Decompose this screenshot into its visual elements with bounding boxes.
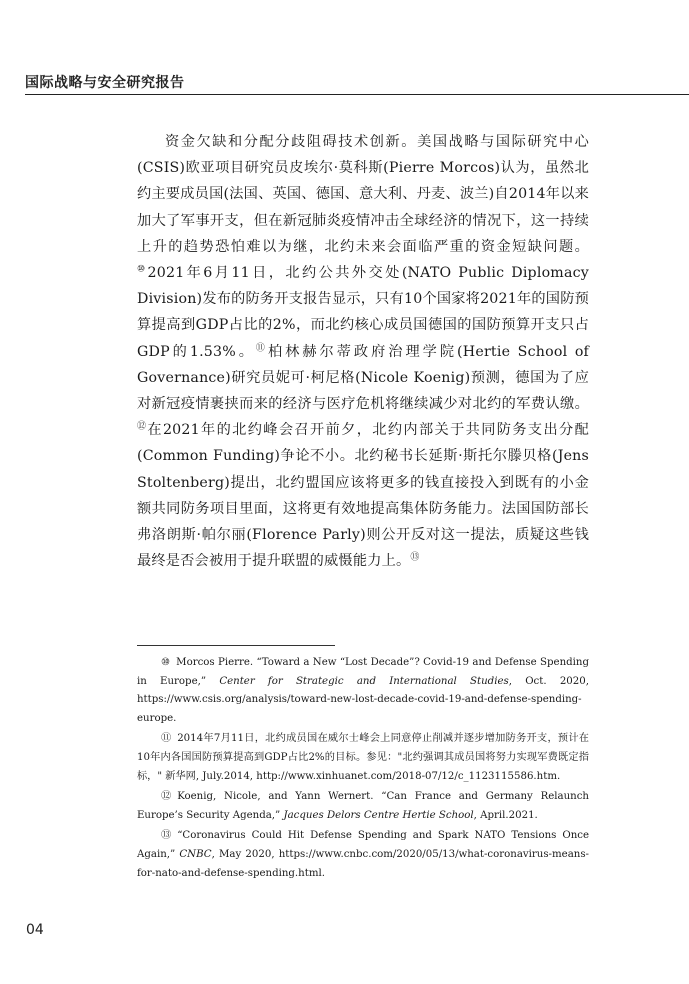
footnote-text: Morcos Pierre. “Toward a New “Lost Decade”? Covid-19 and Defense Spending in Europe,” bbox=[137, 657, 589, 687]
page-number: 04 bbox=[26, 922, 44, 938]
body-text-segment: 柏林赫尔蒂政府治理学院(Hertie School of Governance)研究员妮可·柯尼格(Nicole Koenig)预测，德国为了应对新冠疫情裹挟而来的经济与医疗危机将继续减少对北约的军费认缴。 bbox=[137, 343, 590, 413]
footnote-text: “Coronavirus Could Hit Defense Spending and Spark NATO Tensions Once Again,” bbox=[137, 830, 589, 860]
footnote-source: Center for Strategic and International Studies bbox=[219, 675, 509, 687]
body-text-segment: 2021年6月11日，北约公共外交处(NATO Public Diplomacy Division)发布的防务开支报告显示，只有10个国家将2021年的国防预算提高到GDP占比的2%，而北约核心成员国德国的国防预算开支只占GDP的1.53%。 bbox=[137, 265, 589, 360]
footnote-source: Jacques Delors Centre Hertie School bbox=[283, 809, 474, 821]
footnote-ref[interactable]: ⑪ bbox=[255, 342, 268, 353]
footnotes bbox=[137, 654, 589, 885]
header-divider bbox=[25, 94, 689, 95]
footnote bbox=[137, 788, 589, 825]
footnote-text: , May 2020, https://www.cnbc.com/2020/05/13/what-coronavirus-means-for-nato-and-defense-spending.html. bbox=[137, 848, 589, 879]
footnote-marker: ⑪ bbox=[161, 733, 172, 745]
running-header bbox=[0, 64, 689, 94]
footnote-ref[interactable]: ⑫ bbox=[137, 421, 148, 432]
footnote-marker: ⑩ bbox=[161, 657, 171, 668]
footnote-marker: ⑬ bbox=[161, 830, 172, 842]
footnote-text: , April.2021. bbox=[473, 809, 538, 821]
footnote bbox=[137, 827, 589, 883]
footnote-ref[interactable]: ⑩ bbox=[137, 264, 148, 275]
footnote-text: , Oct. 2020, https://www.csis.org/analysis/toward-new-lost-decade-covid-19-and-defense-spending-europe. bbox=[137, 675, 589, 724]
footnote-source: CNBC bbox=[179, 848, 212, 860]
body-paragraph bbox=[137, 129, 589, 574]
footnote bbox=[137, 730, 589, 786]
body-text-segment: 资金欠缺和分配分歧阻碍技术创新。美国战略与国际研究中心(CSIS)欧亚项目研究员皮埃尔·莫科斯(Pierre Morcos)认为，虽然北约主要成员国(法国、英国、德国、意大利、丹麦、波兰)自2014年以来加大了军事开支，但在新冠肺炎疫情冲击全球经济的情况下，这一持续上升的趋势恐怕难以为继，北约未来会面临严重的资金短缺问题。 bbox=[137, 134, 589, 255]
footnote bbox=[137, 654, 589, 728]
footnote-divider bbox=[137, 645, 335, 646]
footnote-marker: ⑫ bbox=[161, 791, 172, 803]
report-series-title: 国际战略与安全研究报告 bbox=[25, 75, 185, 91]
main-body bbox=[137, 129, 589, 574]
footnote-text: 2014年7月11日，北约成员国在威尔士峰会上同意停止削减并逐步增加防务开支，预计在10年内各国国防预算提高到GDP占比2%的目标。参见："北约强调其成员国将努力实现军费既定指标，" 新华网, July.2014, http://www.xinhuanet.com/2018-07/12/c_1123115586.htm. bbox=[137, 733, 589, 782]
body-text-segment: 在2021年的北约峰会召开前夕，北约内部关于共同防务支出分配(Common Funding)争论不小。北约秘书长延斯·斯托尔滕贝格(Jens Stoltenberg)提出，北约盟国应该将更多的钱直接投入到既有的小金额共同防务项目里面，这将更有效地提高集体防务能力。法国国防部长弗洛朗斯·帕尔丽(Florence Parly)则公开反对这一提法，质疑这些钱最终是否会被用于提升联盟的威慑能力上。 bbox=[137, 422, 590, 570]
footnote-text: Koenig, Nicole, and Yann Wernert. “Can France and Germany Relaunch Europe’s Security Agenda,” bbox=[137, 791, 589, 821]
footnote-ref[interactable]: ⑬ bbox=[410, 552, 420, 563]
